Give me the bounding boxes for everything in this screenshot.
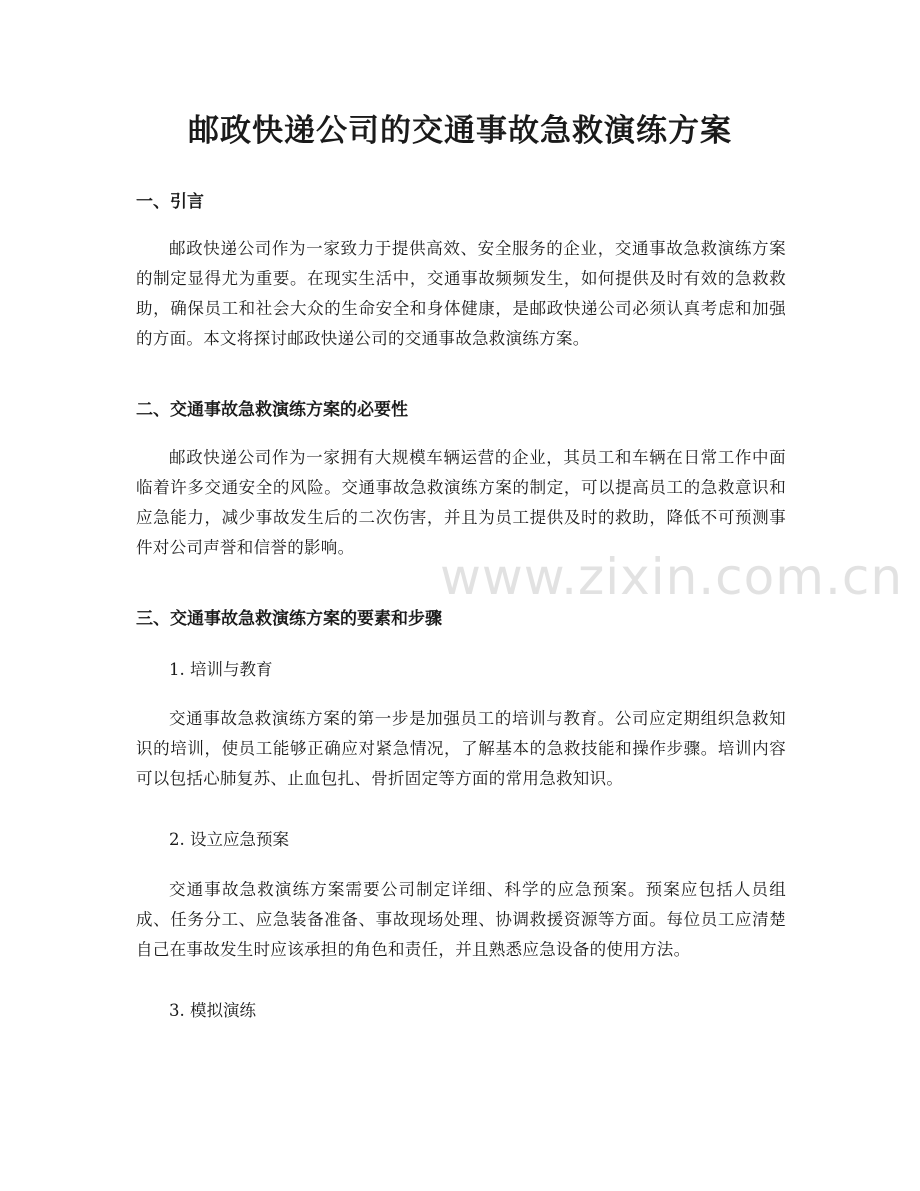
section-paragraph-necessity: 邮政快递公司作为一家拥有大规模车辆运营的企业，其员工和车辆在日常工作中面临着许多交通安全的风险。交通事故急救演练方案的制定，可以提高员工的急救意识和应急能力，减少事故发生后的二次伤害，并且为员工提供及时的救助，降低不可预测事件对公司声誉和信誉的影响。 bbox=[136, 448, 786, 557]
subheading-simulation-drill: 3. 模拟演练 bbox=[169, 1001, 256, 1020]
subheading-emergency-plan: 2. 设立应急预案 bbox=[169, 830, 289, 849]
section-paragraph-intro: 邮政快递公司作为一家致力于提供高效、安全服务的企业，交通事故急救演练方案的制定显得尤为重要。在现实生活中，交通事故频频发生，如何提供及时有效的急救救助，确保员工和社会大众的生命安全和身体健康，是邮政快递公司必须认真考虑和加强的方面。本文将探讨邮政快递公司的交通事故急救演练方案。 bbox=[136, 239, 786, 348]
section-heading-intro: 一、引言 bbox=[136, 192, 204, 212]
subheading-training: 1. 培训与教育 bbox=[169, 660, 273, 679]
section-heading-necessity: 二、交通事故急救演练方案的必要性 bbox=[136, 400, 408, 420]
document-title: 邮政快递公司的交通事故急救演练方案 bbox=[188, 113, 732, 149]
paragraph-emergency-plan: 交通事故急救演练方案需要公司制定详细、科学的应急预案。预案应包括人员组成、任务分工、应急装备准备、事故现场处理、协调救援资源等方面。每位员工应清楚自己在事故发生时应该承担的角色和责任，并且熟悉应急设备的使用方法。 bbox=[136, 880, 786, 959]
section-heading-elements: 三、交通事故急救演练方案的要素和步骤 bbox=[136, 609, 442, 629]
watermark-text: www.zixin.com.cn bbox=[440, 548, 904, 606]
paragraph-training: 交通事故急救演练方案的第一步是加强员工的培训与教育。公司应定期组织急救知识的培训，使员工能够正确应对紧急情况，了解基本的急救技能和操作步骤。培训内容可以包括心肺复苏、止血包扎、骨折固定等方面的常用急救知识。 bbox=[136, 709, 786, 788]
